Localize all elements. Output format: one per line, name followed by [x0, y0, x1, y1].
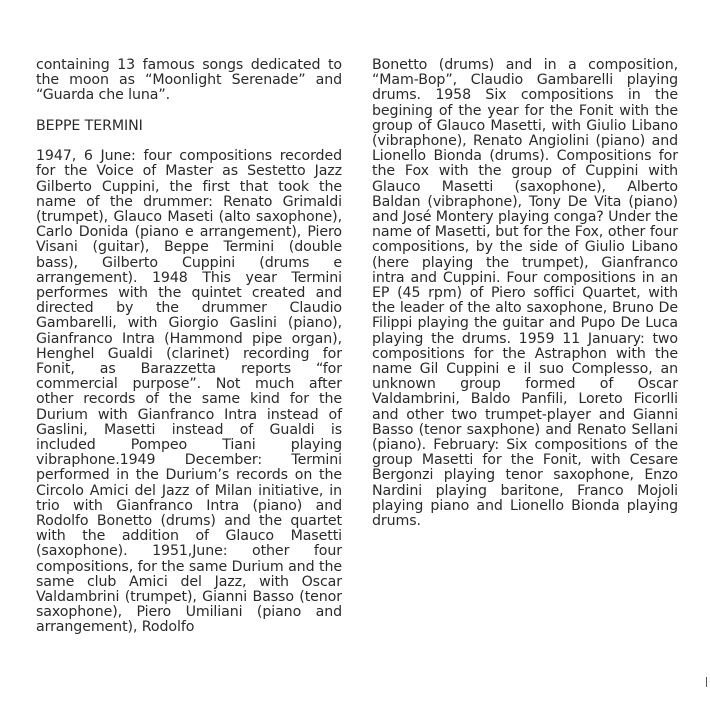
paragraph: Bonetto (drums) and in a composition, “Mam-Bop”, Claudio Gambarelli playing drums. 1958 Six compositions in the begining of the year for the Fonit with the group of Glauco Masetti, with Giulio Libano (vibraphone), Renato Angiolini (piano) and Lionello Bionda (drums). Compositions for the Fox with the group of Cuppini with Glauco Masetti (saxophone), Alberto Baldan (vibraphone), Tony De Vita (piano) and José Montery playing conga? Under the name of Masetti, but for the Fox, other four compositions, by the side of Giulio Libano (here playing the trumpet), Gianfranco intra and Cuppini. Four compositions in an EP (45 rpm) of Piero soffici Quartet, with the leader of the alto saxophone, Bruno De Filippi playing the guitar and Pupo De Luca playing the drums. 1959 11 January: two compositions for the Astraphon with the name Gil Cuppini e il suo Complesso, an unknown group formed of Oscar Valdambrini, Baldo Panfili, Loreto Ficorlli and other two trumpet-player and Gianni Basso (tenor saxphone) and Renato Sellani (piano). February: Six compositions of the group Masetti for the Fonit, with Cesare Bergonzi playing tenor saxophone, Enzo Nardini playing baritone, Franco Mojoli playing piano and Lionello Bionda playing drums.	[372, 57, 678, 530]
left-text-column	[36, 58, 342, 636]
page-edge-mark	[706, 677, 710, 687]
right-text-column	[372, 58, 678, 529]
paragraph: containing 13 famous songs dedicated to the moon as “Moonlight Serenade” and “Guarda che luna”.	[36, 57, 342, 104]
paragraph: 1947, 6 June: four compositions recorded for the Voice of Master as Sestetto Jazz Gilberto Cuppini, the first that took the name of the drummer: Renato Grimaldi (trumpet), Glauco Maseti (alto saxophone), Carlo Donida (piano e arrangement), Piero Visani (guitar), Beppe Termini (double bass), Gilberto Cuppini (drums e arrangement). 1948 This year Termini performes with the quintet created and directed by the drummer Claudio Gambarelli, with Giorgio Gaslini (piano), Gianfranco Intra (Hammond pipe organ), Henghel Gualdi (clarinet) recording for Fonit, as Barazzetta reports “for commercial purpose”. Not much after other records of the same kind for the Durium with Gianfranco Intra instead of Gaslini, Masetti instead of Gualdi is included Pompeo Tiani playing vibraphone.1949 December: Termini performed in the Durium’s records on the Circolo Amici del Jazz of Milan initiative, in trio with Gianfranco Intra (piano) and Rodolfo Bonetto (drums) and the quartet with the addition of Glauco Masetti (saxophone). 1951,June: other four compositions, for the same Durium and the same club Amici del Jazz, with Oscar Valdambrini (trumpet), Gianni Basso (tenor saxophone), Piero Umiliani (piano and arrangement), Rodolfo	[36, 148, 342, 636]
section-heading: BEPPE TERMINI	[36, 117, 143, 134]
